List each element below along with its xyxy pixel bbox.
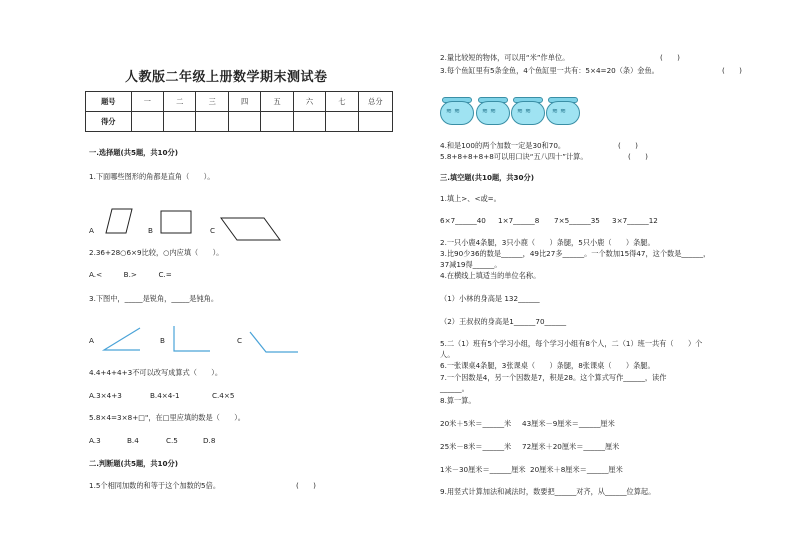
judge-5: 5.8+8+8+8+8可以用口诀“五八四十”计算。 bbox=[440, 152, 588, 161]
fill-5-line-2: 人。 bbox=[440, 350, 455, 359]
q1-rhombus-figure bbox=[220, 216, 282, 242]
q3-obtuse-angle-figure bbox=[248, 330, 300, 354]
q4-option-c: C.4×5 bbox=[212, 391, 235, 400]
fill-8-item[interactable]: 1米－30厘米＝______厘米 bbox=[440, 465, 526, 474]
question-4: 4.4+4+4+3不可以改写成算式（ ）。 bbox=[89, 368, 223, 377]
fill-9: 9.用竖式计算加法和减法时，数要把______对齐，从______位算起。 bbox=[440, 487, 656, 496]
fill-3-line-2: 37减19得______。 bbox=[440, 260, 502, 269]
score-header-cell: 三 bbox=[196, 92, 228, 112]
q3-option-a: A bbox=[89, 336, 94, 345]
fill-1-item[interactable]: 1×7______8 bbox=[498, 216, 540, 225]
score-header-cell: 四 bbox=[228, 92, 260, 112]
score-cell[interactable] bbox=[293, 112, 325, 132]
goldfish-icon: ≋ ≋ bbox=[482, 107, 496, 115]
q4-option-a: A.3×4+3 bbox=[89, 391, 122, 400]
fill-6: 6.一张课桌4条腿，3张课桌（ ）条腿，8张课桌（ ）条腿。 bbox=[440, 361, 655, 370]
fill-8-item[interactable]: 25米－8米＝______米 bbox=[440, 442, 512, 451]
q5-option-a: A.3 bbox=[89, 436, 101, 445]
fill-8-item[interactable]: 72厘米＋20厘米＝______厘米 bbox=[522, 442, 620, 451]
question-2: 2.36+28○6×9比较，○内应填（ ）。 bbox=[89, 248, 224, 257]
fill-1-item[interactable]: 3×7______12 bbox=[612, 216, 658, 225]
goldfish-icon: ≋ ≋ bbox=[446, 107, 460, 115]
q1-option-a: A bbox=[89, 226, 94, 235]
judge-3-answer-paren[interactable]: ( ) bbox=[722, 66, 742, 75]
fill-4-item-1: （1）小林的身高是 132______ bbox=[440, 294, 540, 303]
q4-option-b: B.4×4-1 bbox=[150, 391, 180, 400]
score-cell[interactable] bbox=[358, 112, 392, 132]
q1-rectangle-figure bbox=[160, 210, 192, 234]
q3-option-c: C bbox=[237, 336, 243, 345]
page-title: 人教版二年级上册数学期末测试卷 bbox=[125, 70, 328, 85]
goldfish-icon: ≋ ≋ bbox=[552, 107, 566, 115]
fill-8-item[interactable]: 43厘米－9厘米＝______厘米 bbox=[522, 419, 615, 428]
fill-7-line-2: ______。 bbox=[440, 384, 469, 393]
section-3-title: 三.填空题(共10题，共30分) bbox=[440, 173, 534, 182]
judge-3: 3.每个鱼缸里有5条金鱼，4个鱼缸里一共有：5×4=20（条）金鱼。 bbox=[440, 66, 659, 75]
score-header-cell: 五 bbox=[261, 92, 293, 112]
q1-option-b: B bbox=[148, 226, 153, 235]
q3-acute-angle-figure bbox=[102, 326, 142, 352]
judge-1: 1.5个相同加数的和等于这个加数的5倍。 bbox=[89, 481, 221, 490]
question-5: 5.8×4=3×8+□"，在□里应填的数是（ ）。 bbox=[89, 413, 245, 422]
score-header-cell: 二 bbox=[164, 92, 196, 112]
score-header-cell: 一 bbox=[131, 92, 163, 112]
q1-parallelogram-figure bbox=[104, 207, 134, 235]
fill-4-item-2: （2）王叔叔的身高是1______70______ bbox=[440, 317, 567, 326]
q1-option-c: C bbox=[210, 226, 216, 235]
q3-option-b: B bbox=[160, 336, 165, 345]
fish-bowl-image bbox=[476, 97, 510, 125]
score-cell[interactable] bbox=[131, 112, 163, 132]
fish-bowl-image bbox=[546, 97, 580, 125]
fill-7-line-1: 7.一个因数是4，另一个因数是7，积是28。这个算式写作______，读作 bbox=[440, 373, 667, 382]
question-1: 1.下面哪些图形的角都是直角（ ）。 bbox=[89, 172, 215, 181]
judge-5-answer-paren[interactable]: ( ) bbox=[628, 152, 648, 161]
score-header-cell: 七 bbox=[326, 92, 358, 112]
score-cell[interactable] bbox=[196, 112, 228, 132]
score-cell[interactable] bbox=[326, 112, 358, 132]
score-header-cell: 题号 bbox=[86, 92, 132, 112]
goldfish-icon: ≋ ≋ bbox=[517, 107, 531, 115]
score-row-label: 得分 bbox=[86, 112, 132, 132]
fill-5-line-1: 5.二（1）班有5个学习小组，每个学习小组有8个人，二（1）班一共有（ ）个 bbox=[440, 339, 703, 348]
score-header-cell: 总分 bbox=[358, 92, 392, 112]
q5-option-c: C.5 bbox=[166, 436, 178, 445]
q2-options: A.< B.> C.= bbox=[89, 270, 172, 279]
fill-8: 8.算一算。 bbox=[440, 396, 476, 405]
fill-2: 2.一只小鹿4条腿，3只小鹿（ ）条腿，5只小鹿（ ）条腿。 bbox=[440, 238, 655, 247]
section-2-title: 二.判断题(共5题，共10分) bbox=[89, 459, 178, 468]
fill-1-item[interactable]: 6×7______40 bbox=[440, 216, 486, 225]
score-cell[interactable] bbox=[261, 112, 293, 132]
judge-4: 4.和是100的两个加数一定是30和70。 bbox=[440, 141, 566, 150]
score-header-cell: 六 bbox=[293, 92, 325, 112]
fill-1-item[interactable]: 7×5______35 bbox=[554, 216, 600, 225]
q5-option-b: B.4 bbox=[127, 436, 139, 445]
judge-2-answer-paren[interactable]: ( ) bbox=[660, 53, 680, 62]
fill-4: 4.在横线上填适当的单位名称。 bbox=[440, 271, 541, 280]
score-table-header-row bbox=[86, 92, 393, 112]
judge-1-answer-paren[interactable]: ( ) bbox=[296, 481, 316, 490]
score-table bbox=[85, 91, 393, 132]
q5-option-d: D.8 bbox=[203, 436, 216, 445]
q3-right-angle-figure bbox=[172, 324, 212, 354]
score-cell[interactable] bbox=[228, 112, 260, 132]
fish-bowl-image bbox=[440, 97, 474, 125]
fill-3-line-1: 3.比90少36的数是______，49比27多______。一个数加15得47，这个数是______， bbox=[440, 249, 711, 258]
fill-8-item[interactable]: 20厘米＋8厘米＝______厘米 bbox=[530, 465, 623, 474]
fill-8-item[interactable]: 20米＋5米＝______米 bbox=[440, 419, 512, 428]
section-1-title: 一.选择题(共5题，共10分) bbox=[89, 148, 178, 157]
question-3: 3.下图中，_____是锐角，_____是钝角。 bbox=[89, 294, 219, 303]
judge-4-answer-paren[interactable]: ( ) bbox=[618, 141, 638, 150]
fill-1: 1.填上>、<或=。 bbox=[440, 194, 501, 203]
fish-bowl-image bbox=[511, 97, 545, 125]
score-cell[interactable] bbox=[164, 112, 196, 132]
judge-2: 2.量比较短的物体，可以用“米”作单位。 bbox=[440, 53, 570, 62]
score-table-row bbox=[86, 112, 393, 132]
